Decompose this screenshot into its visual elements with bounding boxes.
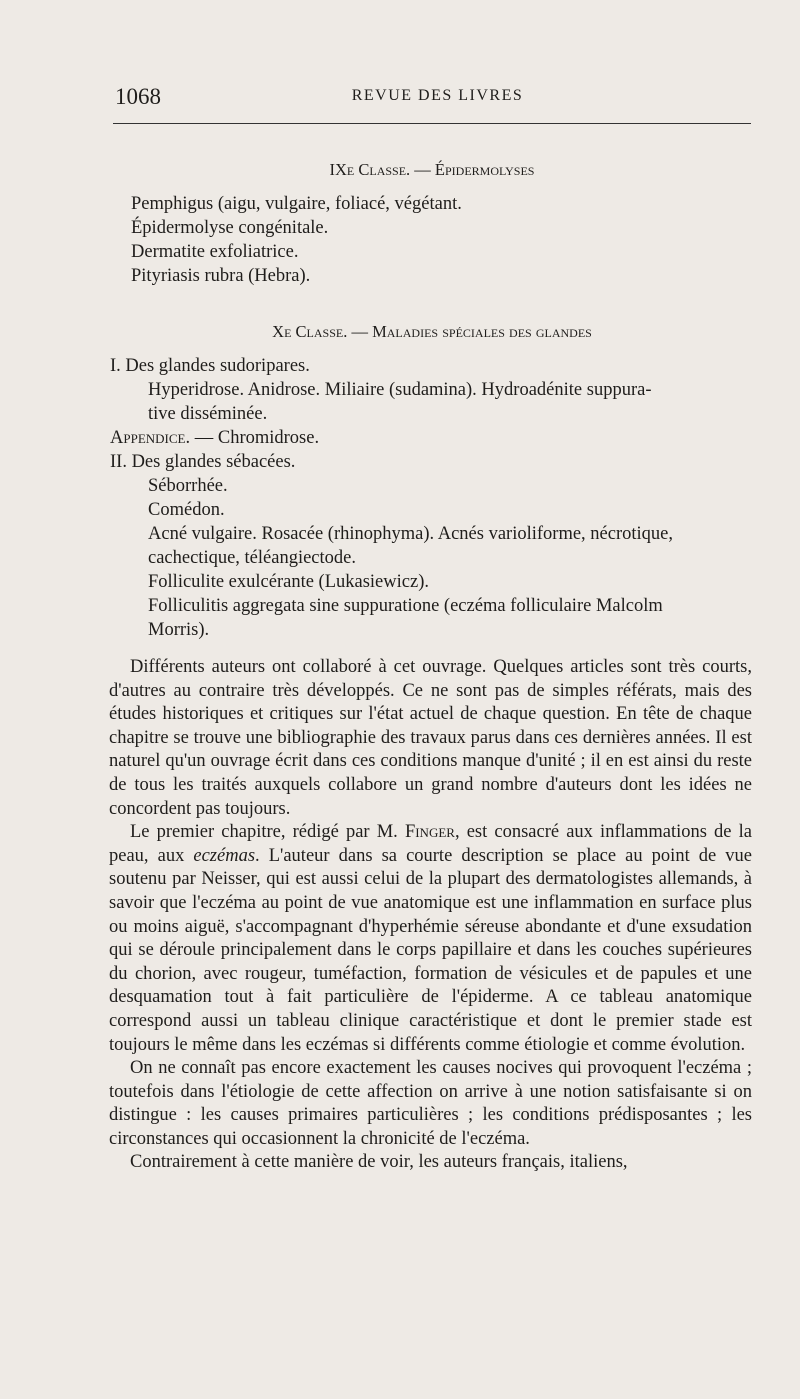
paragraph-text: Le premier chapitre, rédigé par M. — [130, 822, 405, 843]
list-item: tive disséminée. — [148, 404, 268, 424]
appendix-text: — Chromidrose. — [190, 428, 320, 448]
list-item: Comédon. — [148, 500, 225, 520]
paragraph — [109, 821, 752, 1057]
list-item: Épidermolyse congénitale. — [131, 218, 329, 238]
list-item: Folliculite exulcérante (Lukasiewicz). — [148, 572, 429, 592]
author-name: Finger — [404, 822, 455, 843]
page-number: 1068 — [115, 84, 161, 109]
paragraph: Contrairement à cette manière de voir, les auteurs français, italiens, — [130, 1152, 628, 1173]
paragraph-text: , est consacré aux inflammations de la peau, aux — [109, 822, 753, 866]
paragraph: On ne connaît pas encore exactement les causes nocives qui provoquent l'eczéma ; toutefois dans l'étiologie de cette affection on arrive à une notion satisfaisante si on distingue : les causes primaires particulières ; les conditions prédisposantes ; les circonstances qui occasionnent la chronicité de l'eczéma. — [109, 1058, 752, 1149]
class9-heading: IXe Classe. — Épidermolyses — [329, 160, 535, 179]
paragraph: Différents auteurs ont collaboré à cet ouvrage. Quelques articles sont très courts, d'autres au contraire très développés. Ce ne sont pas de simples référats, mais des études historiques et critiques sur l'état actuel de chaque question. En tête de chaque chapitre se trouve une bibliographie des travaux parus dans ces dernières années. Il est naturel qu'un ouvrage écrit dans ces conditions manque d'unité ; il en est ainsi du reste de tous les traités auxquels collabore un grand nombre d'auteurs dont les idées ne concordent pas toujours. — [109, 657, 752, 819]
list-item: Morris). — [148, 620, 210, 640]
list-item: Pityriasis rubra (Hebra). — [131, 266, 311, 286]
header-rule — [113, 123, 751, 124]
running-title: REVUE DES LIVRES — [351, 87, 524, 104]
list-item: Folliculitis aggregata sine suppuratione (eczéma folliculaire Malcolm — [148, 596, 663, 616]
appendix-line — [110, 427, 319, 451]
list-item: cachectique, téléangiectode. — [148, 548, 356, 568]
list-item: Hyperidrose. Anidrose. Miliaire (sudamina). Hydroadénite suppura- — [148, 380, 652, 400]
paragraph-text: . L'auteur dans sa courte description se place au point de vue soutenu par Neisser, qui est aussi celui de la plupart des dermatologistes allemands, à savoir que l'eczéma au point de vue anatomique est une inflammation en surface plus ou moins aiguë, s'accompagnant d'hyperhémie séreuse abondante et d'une exsudation qui se déroule principalement dans le corps papillaire et dans les couches supérieures du chorion, avec rougeur, tuméfaction, formation de vésicules et de papules et une desquamation tout à fait particulière de l'épiderme. A ce tableau anatomique correspond aussi un tableau clinique caractéristique et dont le premier stade est toujours le même dans les eczémas si différents comme étiologie et comme évolution. — [109, 845, 752, 1055]
appendix-label: Appendice. — [110, 428, 191, 448]
list-item: Pemphigus (aigu, vulgaire, foliacé, végétant. — [131, 194, 462, 214]
list-item: Dermatite exfoliatrice. — [131, 242, 299, 262]
body-text — [109, 656, 752, 1175]
section-title: I. Des glandes sudoripares. — [110, 356, 310, 376]
list-item: Séborrhée. — [148, 476, 228, 496]
class10-heading: Xe Classe. — Maladies spéciales des glandes — [272, 322, 592, 341]
section-title: II. Des glandes sébacées. — [110, 452, 296, 472]
list-item: Acné vulgaire. Rosacée (rhinophyma). Acnés varioliforme, nécrotique, — [148, 524, 674, 544]
emphasis: eczémas — [193, 845, 256, 866]
